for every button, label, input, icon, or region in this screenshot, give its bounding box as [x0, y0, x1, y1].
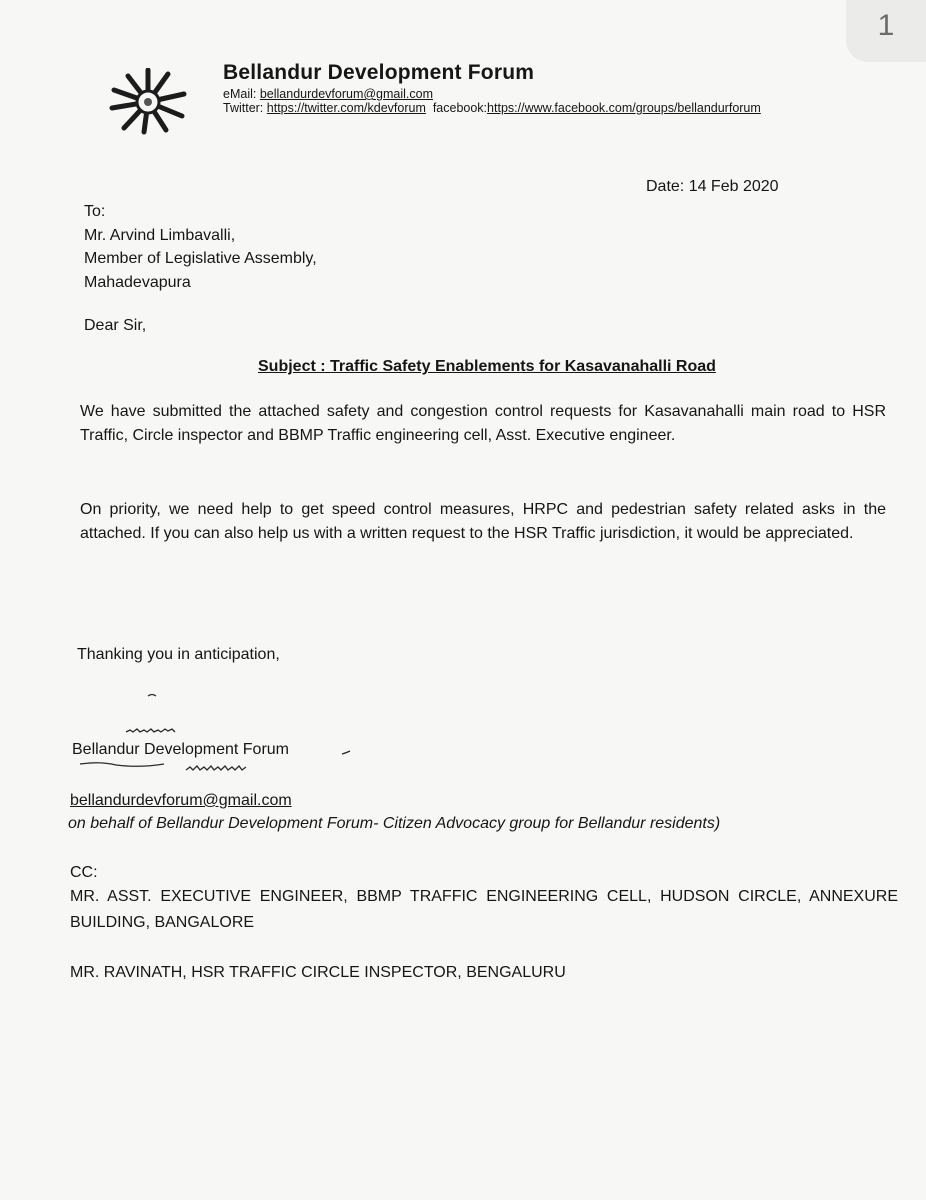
- email-label: eMail:: [223, 87, 257, 101]
- subject-line: Subject : Traffic Safety Enablements for Kasavanahalli Road: [258, 358, 716, 375]
- body-paragraph: We have submitted the attached safety and congestion control requests for Kasavanahalli main road to HSR Traffic, Circle inspector and BBMP Traffic engineering cell, Asst. Executive engineer.: [80, 403, 886, 444]
- page-number-badge: 1: [846, 0, 926, 62]
- to-label: To:: [84, 203, 106, 220]
- signature-email-link[interactable]: bellandurdevforum@gmail.com: [70, 792, 292, 809]
- cc-recipient: MR. ASST. EXECUTIVE ENGINEER, BBMP TRAFFIC ENGINEERING CELL, HUDSON CIRCLE, ANNEXURE BUILDING, BANGALORE: [70, 888, 898, 931]
- cc-recipient: MR. RAVINATH, HSR TRAFFIC CIRCLE INSPECTOR, BENGALURU: [70, 964, 566, 981]
- letterhead-social-line: [223, 101, 761, 115]
- letterhead-org-name: Bellandur Development Forum: [223, 61, 535, 84]
- twitter-label: Twitter:: [223, 101, 264, 115]
- twitter-link[interactable]: https://twitter.com/kdevforum: [266, 101, 426, 115]
- signature-org: Bellandur Development Forum: [72, 741, 289, 758]
- recipient-title: Member of Legislative Assembly,: [84, 250, 317, 267]
- recipient-name: Mr. Arvind Limbavalli,: [84, 226, 236, 244]
- letter-date: Date: 14 Feb 2020: [646, 178, 779, 195]
- facebook-link[interactable]: https://www.facebook.com/groups/bellandurforum: [487, 101, 761, 115]
- salutation: Dear Sir,: [84, 317, 147, 334]
- letterhead-email-link[interactable]: bellandurdevforum@gmail.com: [259, 87, 434, 101]
- closing-line: Thanking you in anticipation,: [77, 646, 280, 663]
- letterhead-email-line: [223, 87, 433, 101]
- recipient-block: [84, 200, 317, 294]
- signature-behalf-note: on behalf of Bellandur Development Forum- Citizen Advocacy group for Bellandur residents): [68, 815, 721, 832]
- forum-logo-icon: [108, 68, 188, 136]
- facebook-label: facebook:: [432, 101, 488, 115]
- recipient-place: Mahadevapura: [84, 273, 191, 291]
- body-paragraph: On priority, we need help to get speed control measures, HRPC and pedestrian safety related asks in the attached. If you can also help us with a written request to the HSR Traffic jurisdiction, it would be appreciated.: [80, 501, 886, 542]
- cc-label: CC:: [70, 864, 98, 881]
